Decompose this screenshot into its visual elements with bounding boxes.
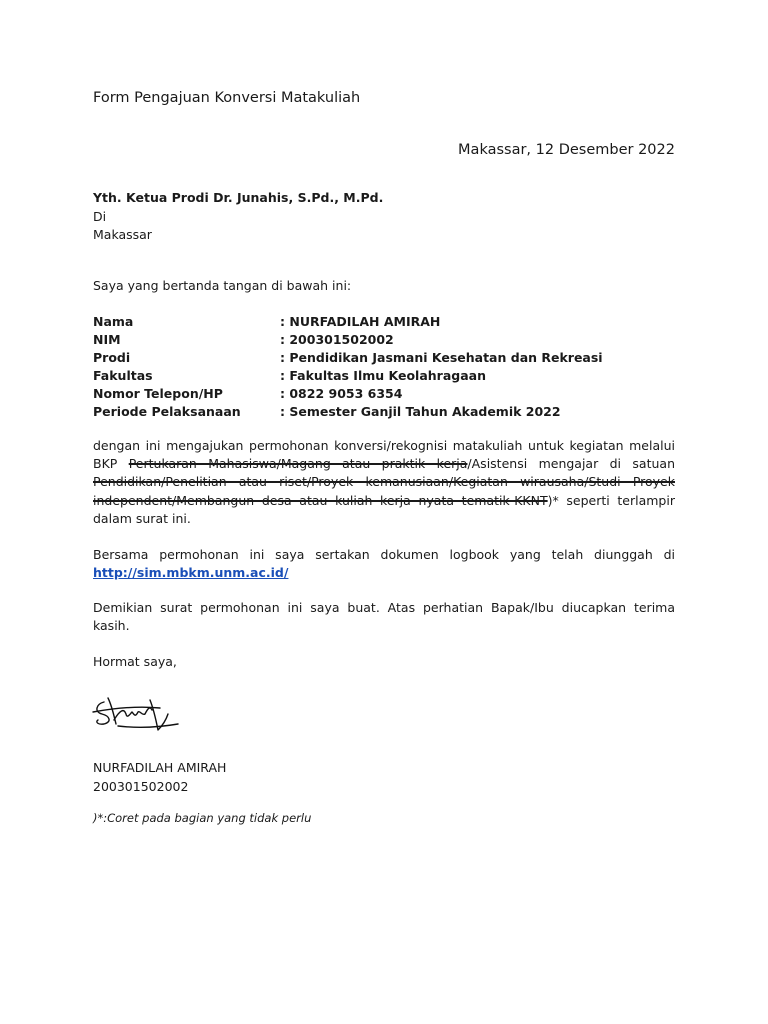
signature-image xyxy=(90,690,185,735)
p1-mid: /Asistensi mengajar di satuan xyxy=(467,456,675,472)
intro-text: Saya yang bertanda tangan di bawah ini: xyxy=(93,278,352,293)
field-value: : Fakultas Ilmu Keolahragaan xyxy=(280,367,486,385)
field-value: : NURFADILAH AMIRAH xyxy=(280,313,440,331)
info-row-nama xyxy=(93,313,603,331)
closing-salutation: Hormat saya, xyxy=(93,654,177,669)
signer-nim: 200301502002 xyxy=(93,778,189,794)
request-paragraph xyxy=(93,437,675,528)
field-label: NIM xyxy=(93,332,121,347)
recipient-city: Makassar xyxy=(93,227,152,243)
field-label: Nomor Telepon/HP xyxy=(93,386,223,401)
p2-text: Bersama permohonan ini saya sertakan dokumen logbook yang telah diunggah di xyxy=(93,547,675,562)
info-row-telepon xyxy=(93,385,603,403)
p1-end: )* seperti terlampir dalam surat ini. xyxy=(93,492,675,526)
info-row-prodi xyxy=(93,349,603,367)
info-row-nim xyxy=(93,331,603,349)
p1-start: dengan ini mengajukan permohonan konversi/rekognisi matakuliah untuk kegiatan melalui BKP xyxy=(93,438,675,472)
field-value: : Pendidikan Jasmani Kesehatan dan Rekreasi xyxy=(280,349,603,367)
form-title: Form Pengajuan Konversi Matakuliah xyxy=(93,90,361,106)
field-label: Prodi xyxy=(93,350,131,365)
recipient-di: Di xyxy=(93,208,107,224)
field-label: Fakultas xyxy=(93,368,153,383)
recipient-name: Yth. Ketua Prodi Dr. Junahis, S.Pd., M.Pd. xyxy=(93,190,384,205)
field-value: : 200301502002 xyxy=(280,331,394,349)
place-date: Makassar, 12 Desember 2022 xyxy=(458,142,675,158)
recipient-block xyxy=(93,189,383,245)
struck-option-2: Pendidikan/Penelitian atau riset/Proyek kemanusiaan/Kegiatan wirausaha/Studi Proyek independent/Membangun desa atau kuliah kerja nyata tematik-KKNT xyxy=(93,474,675,508)
signer-name: NURFADILAH AMIRAH xyxy=(93,760,227,775)
info-row-fakultas xyxy=(93,367,603,385)
field-label: Nama xyxy=(93,314,134,329)
field-value: : Semester Ganjil Tahun Akademik 2022 xyxy=(280,403,561,421)
logbook-link[interactable]: http://sim.mbkm.unm.ac.id/ xyxy=(93,565,289,581)
footnote: )*:Coret pada bagian yang tidak perlu xyxy=(93,811,312,825)
logbook-paragraph xyxy=(93,546,675,582)
field-value: : 0822 9053 6354 xyxy=(280,385,402,403)
struck-option-1: Pertukaran Mahasiswa/Magang atau praktik kerja xyxy=(128,456,468,472)
field-label: Periode Pelaksanaan xyxy=(93,404,241,419)
signer-block xyxy=(93,759,226,796)
closing-paragraph: Demikian surat permohonan ini saya buat. Atas perhatian Bapak/Ibu diucapkan terima kasih. xyxy=(93,600,675,634)
applicant-info xyxy=(93,313,603,421)
info-row-periode xyxy=(93,403,603,421)
